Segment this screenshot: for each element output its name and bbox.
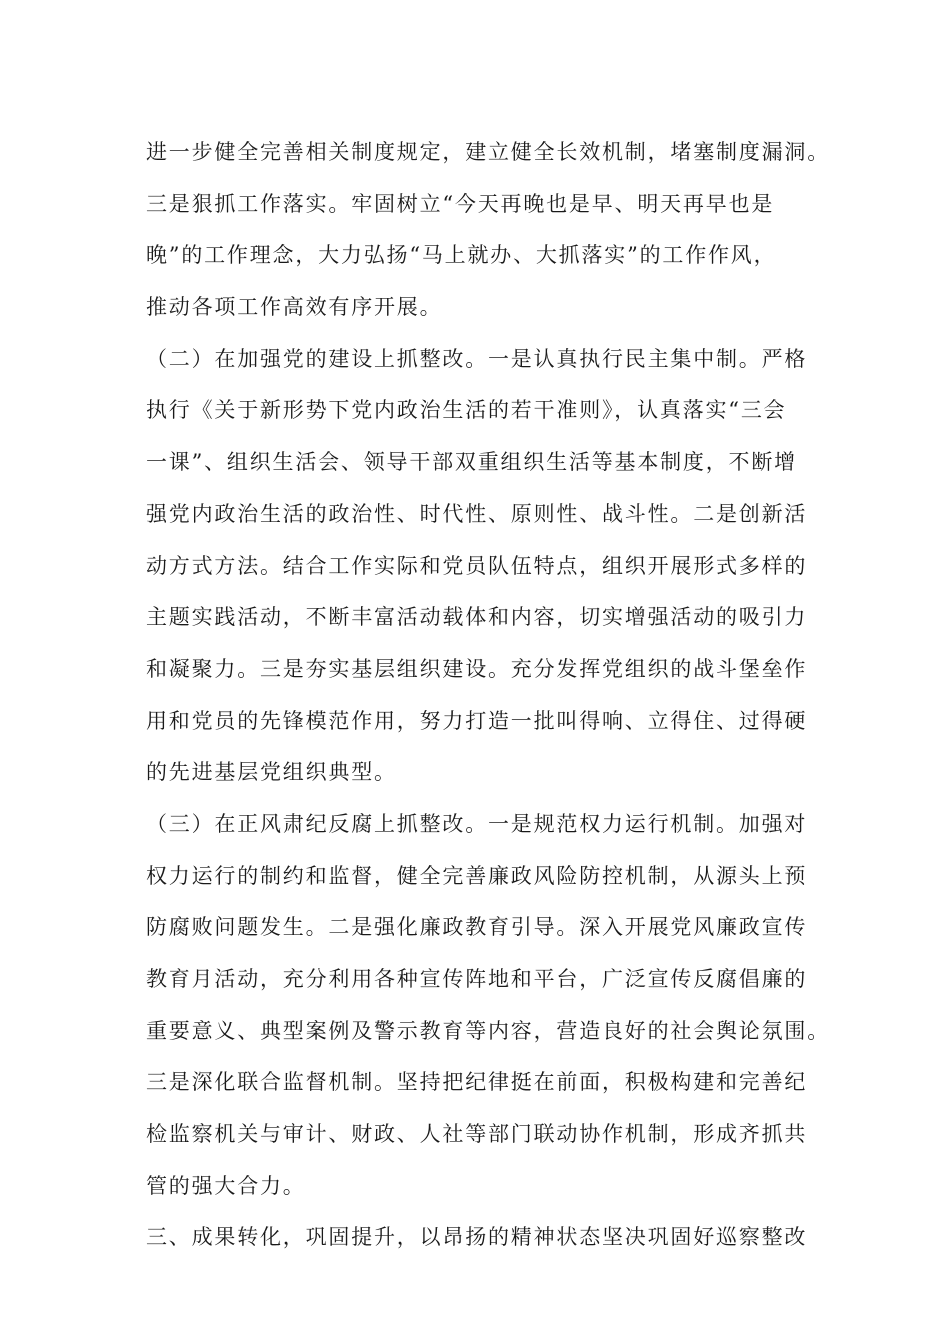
section-heading-line: （三）在正风肃纪反腐上抓整改。一是规范权力运行机制。加强对: [146, 811, 808, 836]
text-line: 三是狠抓工作落实。牢固树立“今天再晚也是早、明天再早也是: [146, 191, 775, 216]
text-line: 的先进基层党组织典型。: [146, 760, 397, 785]
text-line: 重要意义、典型案例及警示教育等内容，营造良好的社会舆论氛围。: [146, 1018, 830, 1043]
text-line: 用和党员的先锋模范作用，努力打造一批叫得响、立得住、过得硬: [146, 708, 808, 733]
text-line: 晚”的工作理念，大力弘扬“马上就办、大抓落实”的工作作风，: [146, 243, 777, 268]
text-line: 三是深化联合监督机制。坚持把纪律挺在前面，积极构建和完善纪: [146, 1070, 808, 1095]
text-line: 动方式方法。结合工作实际和党员队伍特点，组织开展形式多样的: [146, 553, 808, 578]
text-line: 管的强大合力。: [146, 1173, 306, 1198]
text-line: 一课”、组织生活会、领导干部双重组织生活等基本制度，不断增: [146, 450, 797, 475]
text-line: 执行《关于新形势下党内政治生活的若干准则》，认真落实“三会: [146, 398, 787, 423]
text-line: 权力运行的制约和监督，健全完善廉政风险防控机制，从源头上预: [146, 863, 808, 888]
text-line: 和凝聚力。三是夯实基层组织建设。充分发挥党组织的战斗堡垒作: [146, 656, 808, 681]
section-heading-line: （二）在加强党的建设上抓整改。一是认真执行民主集中制。严格: [146, 346, 808, 371]
text-line: 主题实践活动，不断丰富活动载体和内容，切实增强活动的吸引力: [146, 605, 808, 630]
chapter-heading-line: 三、成果转化，巩固提升，以昂扬的精神状态坚决巩固好巡察整改: [146, 1225, 808, 1250]
text-line: 进一步健全完善相关制度规定，建立健全长效机制，堵塞制度漏洞。: [146, 140, 830, 164]
text-line: 防腐败问题发生。二是强化廉政教育引导。深入开展党风廉政宣传: [146, 915, 808, 940]
text-line: 教育月活动，充分利用各种宣传阵地和平台，广泛宣传反腐倡廉的: [146, 967, 808, 991]
document-body: [146, 131, 830, 1268]
text-line: 推动各项工作高效有序开展。: [146, 295, 443, 320]
text-line: 强党内政治生活的政治性、时代性、原则性、战斗性。二是创新活: [146, 501, 808, 526]
text-line: 检监察机关与审计、财政、人社等部门联动协作机制，形成齐抓共: [146, 1122, 808, 1147]
